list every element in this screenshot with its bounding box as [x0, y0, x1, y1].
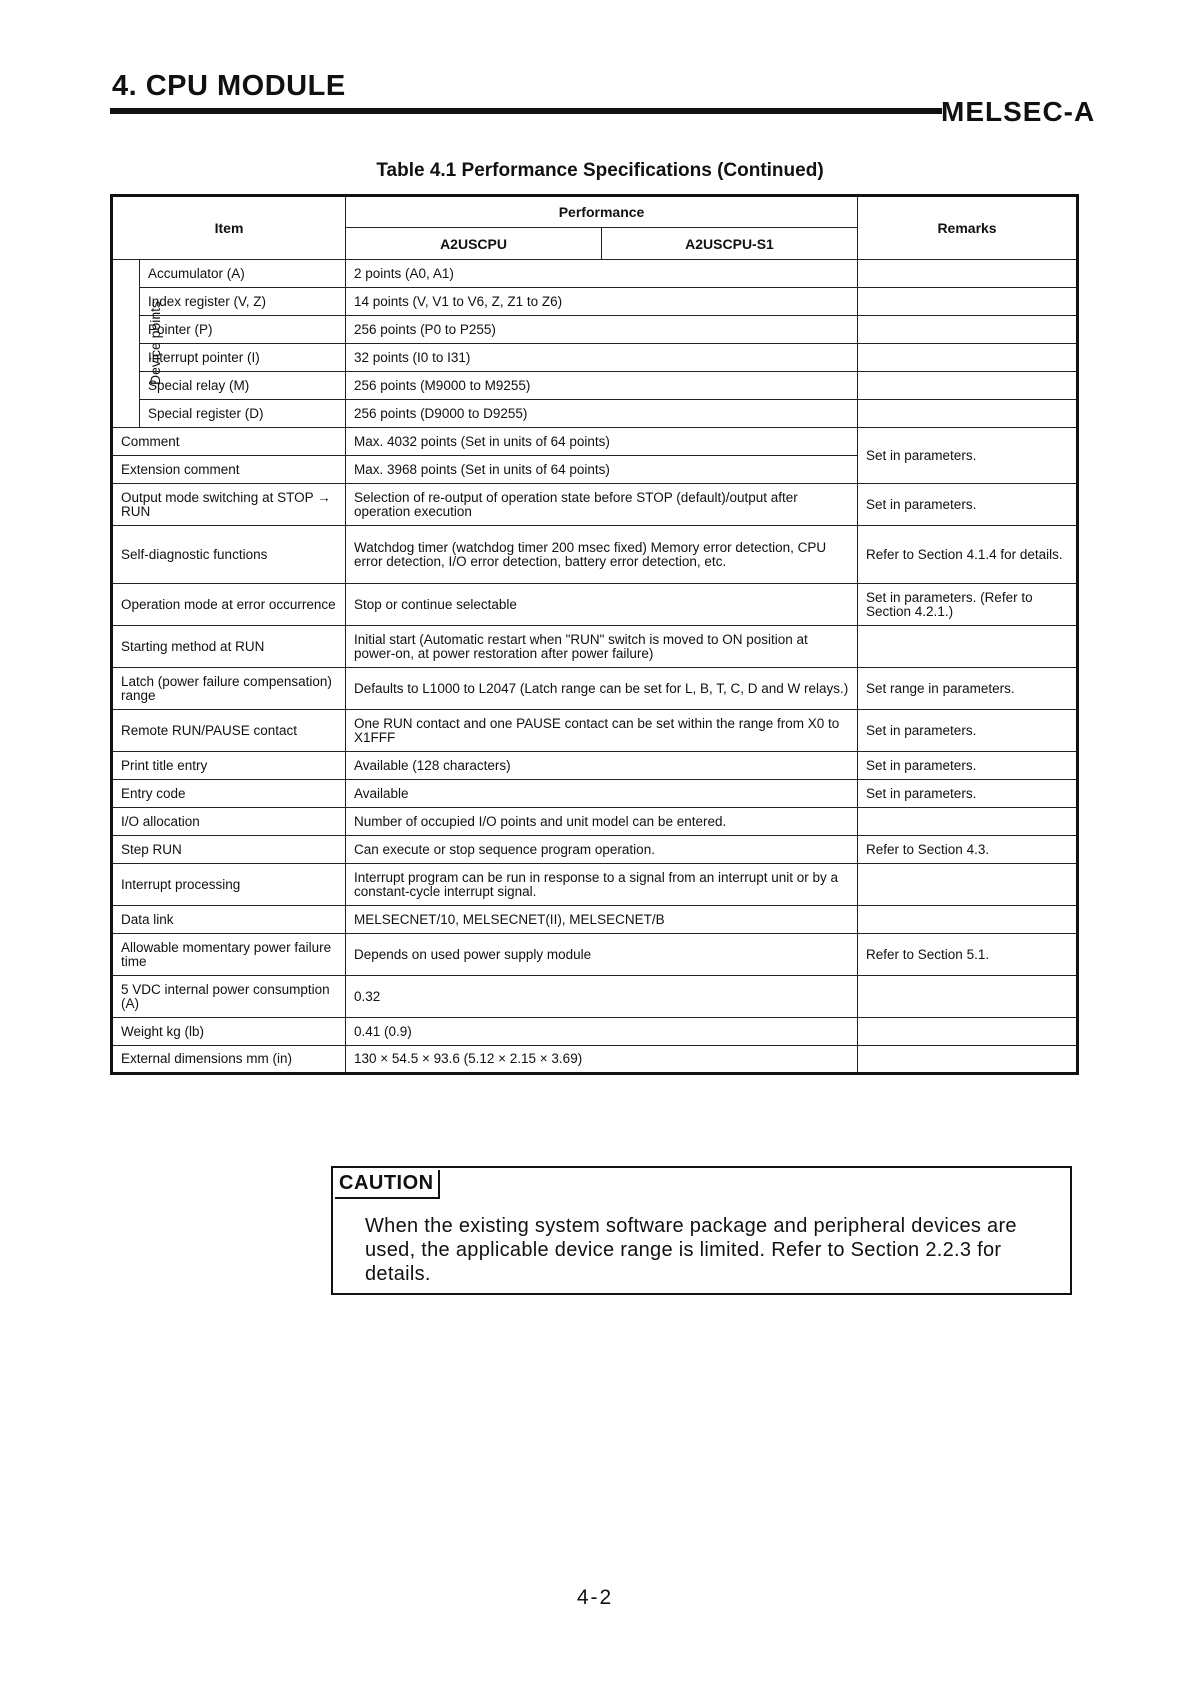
table-row-item: Output mode switching at STOP → RUN — [112, 484, 346, 526]
table-row-item: Special relay (M) — [140, 372, 346, 400]
table-row-remarks — [858, 864, 1078, 906]
table-row-remarks — [858, 976, 1078, 1018]
table-row-remarks — [858, 316, 1078, 344]
table-row-performance: Number of occupied I/O points and unit model can be entered. — [346, 808, 858, 836]
table-row-remarks — [858, 808, 1078, 836]
table-row-item: Accumulator (A) — [140, 260, 346, 288]
table-row-item: Remote RUN/PAUSE contact — [112, 710, 346, 752]
table-row-item: Allowable momentary power failure time — [112, 934, 346, 976]
table-row-performance: Stop or continue selectable — [346, 584, 858, 626]
table-row-remarks — [858, 1046, 1078, 1074]
table-row-item: I/O allocation — [112, 808, 346, 836]
table-row-remarks: Refer to Section 4.1.4 for details. — [858, 526, 1078, 584]
table-row-item: 5 VDC internal power consumption (A) — [112, 976, 346, 1018]
table-row-remarks — [858, 288, 1078, 316]
comment-performance: Max. 4032 points (Set in units of 64 points) — [346, 428, 858, 456]
table-row-performance: Depends on used power supply module — [346, 934, 858, 976]
table-row-item: Starting method at RUN — [112, 626, 346, 668]
table-row-performance: 14 points (V, V1 to V6, Z, Z1 to Z6) — [346, 288, 858, 316]
table-row-remarks: Set in parameters. — [858, 752, 1078, 780]
table-row-item: Special register (D) — [140, 400, 346, 428]
table-row-remarks: Set in parameters. — [858, 484, 1078, 526]
table-row-performance: Available (128 characters) — [346, 752, 858, 780]
extension-comment-item: Extension comment — [112, 456, 346, 484]
device-points-label: Device points — [112, 260, 140, 428]
table-row-item: Pointer (P) — [140, 316, 346, 344]
table-row-performance: 256 points (M9000 to M9255) — [346, 372, 858, 400]
table-row-item: Step RUN — [112, 836, 346, 864]
table-row-item: Index register (V, Z) — [140, 288, 346, 316]
header-a2uscpu-s1: A2USCPU-S1 — [602, 228, 858, 260]
table-row-performance: Can execute or stop sequence program operation. — [346, 836, 858, 864]
performance-spec-table — [110, 194, 1079, 1075]
table-row-remarks — [858, 626, 1078, 668]
table-row-remarks: Set range in parameters. — [858, 668, 1078, 710]
table-row-performance: 0.32 — [346, 976, 858, 1018]
table-row-item: Interrupt pointer (I) — [140, 344, 346, 372]
table-row-performance: Selection of re-output of operation state before STOP (default)/output after operation execution — [346, 484, 858, 526]
table-row-remarks — [858, 260, 1078, 288]
table-row-performance: Available — [346, 780, 858, 808]
comment-remarks: Set in parameters. — [858, 428, 1078, 484]
table-row-performance: 32 points (I0 to I31) — [346, 344, 858, 372]
caution-box — [331, 1166, 1072, 1295]
table-row-remarks: Set in parameters. (Refer to Section 4.2.1.) — [858, 584, 1078, 626]
chapter-title: 4. CPU MODULE — [112, 70, 346, 102]
table-row-item: Interrupt processing — [112, 864, 346, 906]
table-row-performance: 256 points (P0 to P255) — [346, 316, 858, 344]
table-row-remarks: Refer to Section 5.1. — [858, 934, 1078, 976]
table-row-remarks — [858, 1018, 1078, 1046]
table-row-remarks — [858, 372, 1078, 400]
table-row-remarks — [858, 344, 1078, 372]
table-row-remarks: Set in parameters. — [858, 780, 1078, 808]
table-row-performance: Watchdog timer (watchdog timer 200 msec fixed) Memory error detection, CPU error detection, I/O error detection, battery error detection, etc. — [346, 526, 858, 584]
table-row-remarks: Refer to Section 4.3. — [858, 836, 1078, 864]
comment-item: Comment — [112, 428, 346, 456]
extension-comment-performance: Max. 3968 points (Set in units of 64 points) — [346, 456, 858, 484]
brand-name: MELSEC-A — [941, 96, 1096, 127]
caution-text: When the existing system software package and peripheral devices are used, the applicable device range is limited. Refer to Section 2.2.3 for details. — [365, 1215, 1017, 1285]
table-row-remarks: Set in parameters. — [858, 710, 1078, 752]
table-row-performance: 2 points (A0, A1) — [346, 260, 858, 288]
header-performance: Performance — [346, 196, 858, 228]
table-row-remarks — [858, 906, 1078, 934]
header-item: Item — [112, 196, 346, 260]
table-row-item: Entry code — [112, 780, 346, 808]
page-number: 4-2 — [576, 1586, 614, 1609]
table-row-item: External dimensions mm (in) — [112, 1046, 346, 1074]
table-row-performance: 256 points (D9000 to D9255) — [346, 400, 858, 428]
table-row-performance: Defaults to L1000 to L2047 (Latch range can be set for L, B, T, C, D and W relays.) — [346, 668, 858, 710]
table-row-item: Latch (power failure compensation) range — [112, 668, 346, 710]
table-caption: Table 4.1 Performance Specifications (Continued) — [376, 160, 824, 181]
header-remarks: Remarks — [858, 196, 1078, 260]
table-row-item: Operation mode at error occurrence — [112, 584, 346, 626]
table-row-performance: MELSECNET/10, MELSECNET(II), MELSECNET/B — [346, 906, 858, 934]
table-row-performance: 130 × 54.5 × 93.6 (5.12 × 2.15 × 3.69) — [346, 1046, 858, 1074]
table-row-item: Data link — [112, 906, 346, 934]
table-row-remarks — [858, 400, 1078, 428]
table-row-item: Self-diagnostic functions — [112, 526, 346, 584]
table-row-performance: 0.41 (0.9) — [346, 1018, 858, 1046]
header-a2uscpu: A2USCPU — [346, 228, 602, 260]
table-row-performance: Interrupt program can be run in response to a signal from an interrupt unit or by a constant-cycle interrupt signal. — [346, 864, 858, 906]
header-rule — [110, 108, 942, 114]
table-row-performance: One RUN contact and one PAUSE contact can be set within the range from X0 to X1FFF — [346, 710, 858, 752]
table-row-item: Weight kg (lb) — [112, 1018, 346, 1046]
caution-label: CAUTION — [335, 1170, 440, 1199]
table-row-item: Print title entry — [112, 752, 346, 780]
table-row-performance: Initial start (Automatic restart when "RUN" switch is moved to ON position at power-on, at power restoration after power failure) — [346, 626, 858, 668]
